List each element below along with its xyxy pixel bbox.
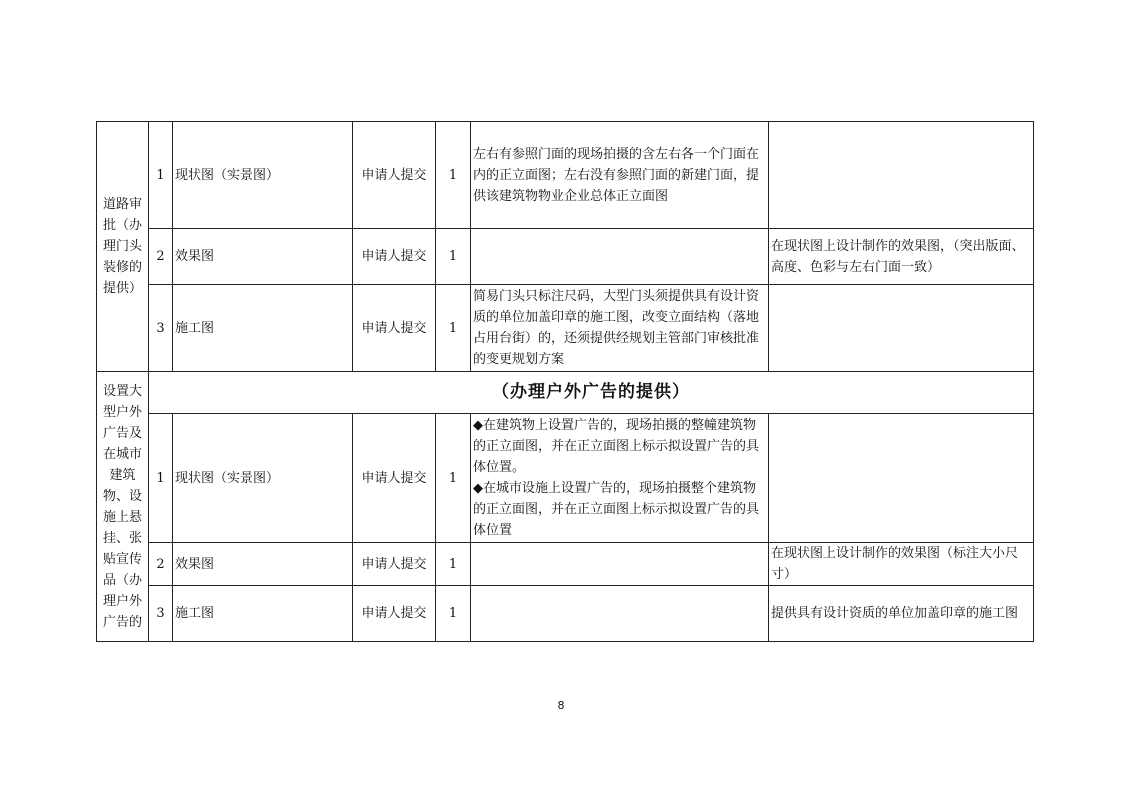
requirement-text: 左右有参照门面的现场拍摄的含左右各一个门面在内的正立面图；左右没有参照门面的新建门面，提供该建筑物物业企业总体正立面图 [471,122,769,229]
note-text: 在现状图上设计制作的效果图（标注大小尺寸） [769,543,1034,586]
row-number: 2 [149,543,173,586]
table-row [97,285,1034,372]
note-text: 提供具有设计资质的单位加盖印章的施工图 [769,586,1034,642]
copy-count: 1 [436,543,471,586]
document-name: 现状图（实景图） [173,414,353,543]
submitter: 申请人提交 [353,414,436,543]
submitter: 申请人提交 [353,229,436,285]
note-text: 在现状图上设计制作的效果图，（突出版面、高度、色彩与左右门面一致） [769,229,1034,285]
requirement-text [471,414,769,543]
banner-row [97,372,1034,414]
document-name: 施工图 [173,586,353,642]
document-name: 现状图（实景图） [173,122,353,229]
submitter: 申请人提交 [353,586,436,642]
copy-count: 1 [436,122,471,229]
table-row [97,414,1034,543]
document-name: 效果图 [173,543,353,586]
note-text [769,285,1034,372]
requirement-text [471,586,769,642]
requirement-paragraph: ◆在城市设施上设置广告的，现场拍摄整个建筑物的正立面图，并在正立面图上标示拟设置广告的具体位置 [473,481,760,538]
row-number: 3 [149,285,173,372]
copy-count: 1 [436,229,471,285]
submitter: 申请人提交 [353,122,436,229]
table-row [97,586,1034,642]
row-number: 3 [149,586,173,642]
row-number: 1 [149,414,173,543]
table-row [97,543,1034,586]
copy-count: 1 [436,285,471,372]
row-number: 2 [149,229,173,285]
requirement-paragraph: ◆在建筑物上设置广告的，现场拍摄的整幢建筑物的正立面图，并在正立面图上标示拟设置广告的具体位置。 [473,418,760,475]
table-row [97,229,1034,285]
table-row [97,122,1034,229]
requirement-text: 简易门头只标注尺码，大型门头须提供具有设计资质的单位加盖印章的施工图，改变立面结构（落地占用台街）的，还须提供经规划主管部门审核批准的变更规划方案 [471,285,769,372]
copy-count: 1 [436,586,471,642]
copy-count: 1 [436,414,471,543]
note-text [769,122,1034,229]
section-cell-road-approval: 道路审批（办理门头装修的提供） [97,122,149,372]
page-number: 8 [557,699,565,712]
document-name: 效果图 [173,229,353,285]
materials-table [96,121,1034,642]
requirement-text [471,543,769,586]
note-text [769,414,1034,543]
row-number: 1 [149,122,173,229]
section-cell-outdoor-ads: 设置大型户外广告及在城市建筑物、设施上悬挂、张贴宣传品（办理户外广告的 [97,372,149,642]
document-name: 施工图 [173,285,353,372]
requirement-text [471,229,769,285]
submitter: 申请人提交 [353,543,436,586]
submitter: 申请人提交 [353,285,436,372]
section-banner: （办理户外广告的提供） [149,372,1034,414]
